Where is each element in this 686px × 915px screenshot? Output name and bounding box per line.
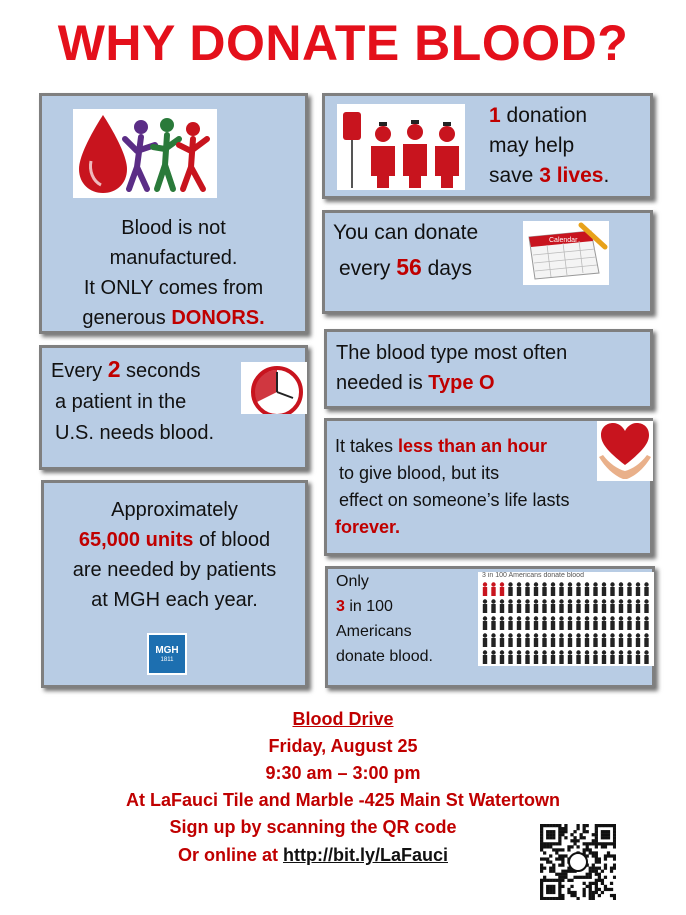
drive-heading: Blood Drive bbox=[292, 709, 394, 729]
person-figure bbox=[534, 650, 538, 664]
only-3-in-100-box bbox=[325, 566, 655, 688]
person-figure bbox=[534, 616, 538, 630]
person-figure bbox=[525, 633, 529, 647]
drive-date: Friday, August 25 bbox=[268, 736, 418, 756]
person-figure bbox=[568, 599, 572, 613]
person-figure bbox=[610, 650, 614, 664]
person-figure bbox=[491, 633, 495, 647]
person-figure bbox=[602, 616, 606, 630]
person-figure bbox=[593, 650, 597, 664]
person-figure bbox=[593, 633, 597, 647]
person-figure bbox=[483, 633, 487, 647]
person-figure bbox=[610, 616, 614, 630]
person-figure bbox=[542, 582, 546, 596]
type-o-text: The blood type most often needed is Type O bbox=[336, 342, 568, 394]
online-signup-link[interactable]: http://bit.ly/LaFauci bbox=[283, 845, 448, 865]
person-figure bbox=[551, 616, 555, 630]
person-figure bbox=[593, 616, 597, 630]
drive-signup: Sign up by scanning the QR code bbox=[169, 817, 457, 837]
person-figure bbox=[602, 582, 606, 596]
qr-code-icon[interactable] bbox=[540, 824, 616, 900]
page-title: WHY DONATE BLOOD? bbox=[57, 15, 629, 71]
person-figure bbox=[559, 616, 563, 630]
person-figure bbox=[525, 616, 529, 630]
person-figure bbox=[483, 599, 487, 613]
person-figure bbox=[568, 582, 572, 596]
person-figure bbox=[500, 616, 504, 630]
person-figure bbox=[508, 633, 512, 647]
person-figure bbox=[602, 650, 606, 664]
person-figure bbox=[517, 582, 521, 596]
every-2-seconds-box bbox=[39, 345, 308, 470]
person-figure bbox=[500, 633, 504, 647]
person-figure bbox=[542, 599, 546, 613]
person-figure bbox=[508, 650, 512, 664]
blood-not-manufactured-box bbox=[39, 93, 308, 334]
drive-online: Or online at http://bit.ly/LaFauci bbox=[177, 845, 448, 865]
person-figure bbox=[644, 599, 648, 613]
person-figure bbox=[517, 650, 521, 664]
person-figure bbox=[576, 650, 580, 664]
person-figure bbox=[551, 599, 555, 613]
person-figure bbox=[551, 650, 555, 664]
person-figure bbox=[525, 599, 529, 613]
drive-time: 9:30 am – 3:00 pm bbox=[265, 763, 421, 783]
person-figure bbox=[619, 633, 623, 647]
person-figure bbox=[559, 599, 563, 613]
person-figure bbox=[542, 616, 546, 630]
person-figure bbox=[508, 599, 512, 613]
person-figure bbox=[636, 616, 640, 630]
person-figure bbox=[585, 650, 589, 664]
person-figure bbox=[525, 582, 529, 596]
person-figure bbox=[568, 616, 572, 630]
person-figure bbox=[551, 633, 555, 647]
mgh-logo-icon: MGH 1811 bbox=[147, 633, 187, 675]
person-figure bbox=[491, 582, 495, 596]
person-figure bbox=[610, 633, 614, 647]
only-3-in-100-text: Only 3 in 100 Americans donate blood. bbox=[336, 573, 433, 665]
person-figure bbox=[619, 616, 623, 630]
person-figure bbox=[593, 599, 597, 613]
person-figure bbox=[491, 616, 495, 630]
every-56-days-text: You can donate every 56 days bbox=[333, 221, 479, 280]
person-figure bbox=[568, 633, 572, 647]
svg-text:Calendar: Calendar bbox=[549, 237, 578, 244]
person-figure bbox=[517, 599, 521, 613]
person-figure bbox=[619, 650, 623, 664]
person-figure bbox=[576, 616, 580, 630]
person-figure bbox=[602, 633, 606, 647]
person-figure bbox=[610, 599, 614, 613]
person-figure bbox=[542, 633, 546, 647]
every-56-days-box bbox=[322, 210, 653, 314]
person-figure bbox=[517, 633, 521, 647]
person-figure bbox=[500, 650, 504, 664]
person-figure bbox=[644, 650, 648, 664]
person-figure bbox=[559, 650, 563, 664]
person-figure bbox=[559, 633, 563, 647]
person-figure bbox=[551, 582, 555, 596]
person-figure bbox=[585, 582, 589, 596]
person-figure bbox=[508, 582, 512, 596]
person-figure bbox=[491, 599, 495, 613]
person-figure bbox=[483, 582, 487, 596]
person-figure bbox=[483, 616, 487, 630]
person-figure bbox=[585, 599, 589, 613]
person-figure bbox=[636, 599, 640, 613]
65000-units-text: Approximately 65,000 units of blood are needed by patients at MGH each year. bbox=[72, 499, 277, 611]
person-figure bbox=[644, 616, 648, 630]
person-figure bbox=[636, 582, 640, 596]
heart-hands-icon bbox=[597, 421, 653, 481]
person-figure bbox=[483, 650, 487, 664]
person-figure bbox=[619, 582, 623, 596]
person-figure bbox=[602, 599, 606, 613]
people-grid-caption: 3 in 100 Americans donate blood bbox=[482, 572, 584, 579]
person-figure bbox=[619, 599, 623, 613]
person-figure bbox=[627, 582, 631, 596]
person-figure bbox=[593, 582, 597, 596]
person-figure bbox=[644, 633, 648, 647]
person-figure bbox=[644, 582, 648, 596]
every-2-seconds-text: Every 2 seconds a patient in the U.S. needs blood. bbox=[51, 356, 214, 444]
person-figure bbox=[627, 633, 631, 647]
person-figure bbox=[559, 582, 563, 596]
65000-units-box bbox=[41, 480, 308, 688]
person-figure bbox=[534, 599, 538, 613]
person-figure bbox=[585, 633, 589, 647]
one-donation-box bbox=[322, 93, 653, 199]
person-figure bbox=[636, 633, 640, 647]
one-donation-text: 1 donation may help save 3 lives. bbox=[489, 104, 610, 187]
person-figure bbox=[627, 599, 631, 613]
person-figure bbox=[517, 616, 521, 630]
person-figure bbox=[627, 650, 631, 664]
person-figure bbox=[585, 616, 589, 630]
less-than-hour-box bbox=[324, 418, 653, 556]
person-figure bbox=[576, 582, 580, 596]
person-figure bbox=[568, 650, 572, 664]
blood-bag-people-icon bbox=[337, 104, 465, 190]
person-figure bbox=[500, 582, 504, 596]
person-figure bbox=[508, 616, 512, 630]
person-figure bbox=[627, 616, 631, 630]
person-figure bbox=[525, 650, 529, 664]
person-figure bbox=[576, 633, 580, 647]
person-figure bbox=[491, 650, 495, 664]
person-figure bbox=[534, 633, 538, 647]
person-figure bbox=[576, 599, 580, 613]
calendar-icon bbox=[523, 221, 609, 285]
drive-location: At LaFauci Tile and Marble -425 Main St Watertown bbox=[125, 790, 561, 810]
clock-icon bbox=[241, 362, 307, 414]
person-figure bbox=[542, 650, 546, 664]
person-figure bbox=[610, 582, 614, 596]
type-o-box bbox=[324, 329, 653, 409]
manufactured-text: Blood is not manufactured. It ONLY comes from generous DONORS. bbox=[82, 217, 265, 329]
person-figure bbox=[534, 582, 538, 596]
less-than-hour-text: It takes less than an hour to give blood, but its effect on someone’s life lasts forever. bbox=[335, 436, 570, 537]
people-grid-icon bbox=[478, 572, 654, 666]
person-figure bbox=[500, 599, 504, 613]
blood-drop-people-icon bbox=[73, 109, 217, 198]
person-figure bbox=[636, 650, 640, 664]
